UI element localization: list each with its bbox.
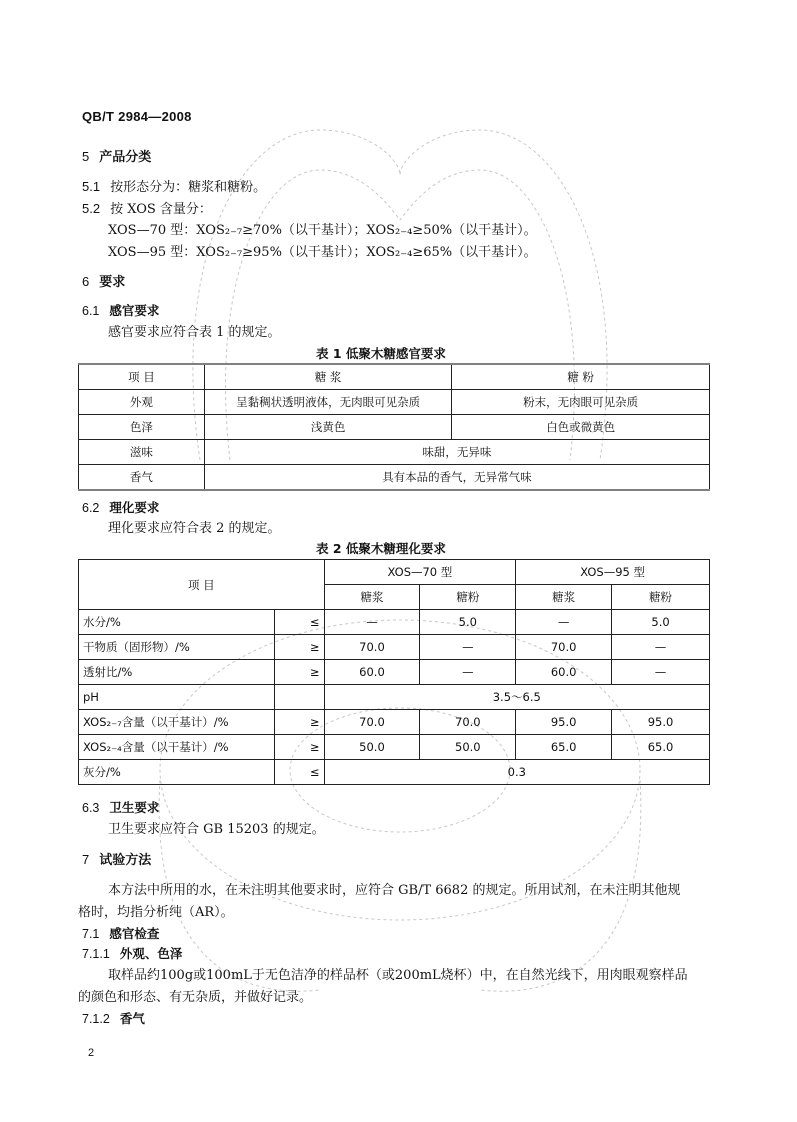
clause-6-1-text: 感官要求应符合表 1 的规定。 (108, 325, 281, 340)
clause-number: 7.1.1 (82, 947, 110, 961)
clause-number: 5.2 (82, 201, 101, 216)
standard-code: QB/T 2984—2008 (82, 109, 192, 124)
value-cell: 70.0 (324, 635, 420, 660)
section-6-heading (82, 275, 125, 289)
value-cell: — (612, 660, 710, 685)
row-symbol: ≥ (274, 660, 324, 685)
row-item: 滋味 (79, 440, 205, 465)
table-row (79, 660, 710, 685)
merged-value: 具有本品的香气，无异常气味 (204, 465, 709, 491)
syrup-value: 呈黏稠状透明液体，无肉眼可见杂质 (204, 390, 452, 415)
clause-6-2-text: 理化要求应符合表 2 的规定。 (108, 521, 281, 536)
row-item: XOS₂₋₇含量（以干基计）/% (79, 710, 275, 735)
row-item: 透射比/% (79, 660, 275, 685)
section-5-heading (82, 150, 151, 164)
xos-70-spec: XOS—70 型：XOS₂₋₇≥70%（以干基计）；XOS₂₋₄≥50%（以干基计）。 (108, 223, 537, 238)
table-row (79, 560, 710, 585)
page-number: 2 (88, 1047, 95, 1059)
header-cell-syrup: 糖 浆 (204, 364, 452, 390)
value-cell: 65.0 (612, 735, 710, 760)
header-cell-syrup: 糖浆 (516, 585, 612, 610)
clause-title: 卫生要求 (109, 800, 160, 815)
clause-5-1 (82, 180, 266, 194)
table-2-caption: 表 2 低聚木糖理化要求 (316, 541, 446, 556)
row-item: 香气 (79, 465, 205, 491)
row-symbol (274, 685, 324, 710)
header-cell-powder: 糖粉 (420, 585, 516, 610)
clause-number: 6.2 (82, 501, 100, 515)
section-number: 5 (82, 149, 90, 164)
value-cell: 65.0 (516, 735, 612, 760)
header-cell-item: 项 目 (79, 560, 325, 610)
value-cell: 50.0 (420, 735, 516, 760)
clause-text: 按形态分为：糖浆和糖粉。 (110, 180, 267, 195)
powder-value: 粉末，无肉眼可见杂质 (452, 390, 710, 415)
header-cell-powder: 糖 粉 (452, 364, 710, 390)
row-item: 水分/% (79, 610, 275, 635)
powder-value: 白色或微黄色 (452, 415, 710, 440)
value-cell: 5.0 (612, 610, 710, 635)
table-1-caption: 表 1 低聚木糖感官要求 (316, 346, 446, 361)
row-symbol: ≤ (274, 760, 324, 785)
table-row (79, 440, 710, 465)
section-title: 试验方法 (99, 853, 152, 868)
row-item: 外观 (79, 390, 205, 415)
table-row (79, 415, 710, 440)
value-cell: 95.0 (612, 710, 710, 735)
table-row (79, 685, 710, 710)
section-number: 7 (82, 852, 90, 867)
row-item: 干物质（固形物）/% (79, 635, 275, 660)
merged-value: 3.5～6.5 (324, 685, 709, 710)
section-7-para-line-1: 本方法中所用的水，在未注明其他要求时，应符合 GB/T 6682 的规定。所用试剂，在未注明其他规 (108, 883, 681, 898)
clause-title: 理化要求 (109, 500, 160, 515)
clause-6-1-heading (82, 305, 159, 318)
value-cell: 70.0 (420, 710, 516, 735)
table-row (79, 610, 710, 635)
row-symbol: ≤ (274, 610, 324, 635)
value-cell: 60.0 (324, 660, 420, 685)
row-symbol: ≥ (274, 635, 324, 660)
clause-title: 香气 (119, 1011, 145, 1026)
merged-value: 0.3 (324, 760, 709, 785)
section-7-heading (82, 853, 151, 867)
value-cell: 70.0 (324, 710, 420, 735)
clause-number: 6.3 (82, 801, 100, 815)
syrup-value: 浅黄色 (204, 415, 452, 440)
value-cell: — (420, 635, 516, 660)
table-row (79, 760, 710, 785)
section-title: 产品分类 (99, 150, 152, 165)
value-cell: — (324, 610, 420, 635)
clause-6-3-text: 卫生要求应符合 GB 15203 的规定。 (108, 822, 325, 837)
table-row (79, 364, 710, 390)
clause-7-1-heading (82, 928, 159, 941)
clause-number: 7.1 (82, 927, 100, 941)
section-title: 要求 (99, 275, 126, 290)
clause-5-2 (82, 202, 212, 216)
clause-title: 感官检查 (109, 926, 160, 941)
table-row (79, 710, 710, 735)
row-item: XOS₂₋₄含量（以干基计）/% (79, 735, 275, 760)
clause-6-3-heading (82, 802, 159, 815)
clause-7-1-1-heading (82, 948, 182, 961)
header-group-xos-70: XOS—70 型 (324, 560, 516, 585)
merged-value: 味甜，无异味 (204, 440, 709, 465)
clause-title: 外观、色泽 (119, 946, 183, 961)
clause-7-1-2-heading (82, 1013, 145, 1026)
clause-text: 按 XOS 含量分： (110, 202, 212, 217)
table-2-physicochemical (78, 559, 710, 785)
clause-title: 感官要求 (109, 303, 160, 318)
clause-7-1-1-line-2: 的颜色和形态、有无杂质，并做好记录。 (78, 990, 313, 1005)
row-symbol: ≥ (274, 735, 324, 760)
value-cell: — (516, 610, 612, 635)
row-item: 灰分/% (79, 760, 275, 785)
value-cell: 60.0 (516, 660, 612, 685)
value-cell: 70.0 (516, 635, 612, 660)
row-item: 色泽 (79, 415, 205, 440)
table-row (79, 465, 710, 491)
table-row (79, 635, 710, 660)
header-group-xos-95: XOS—95 型 (516, 560, 710, 585)
section-number: 6 (82, 274, 90, 289)
table-row (79, 735, 710, 760)
clause-7-1-1-line-1: 取样品约100g或100mL于无色洁净的样品杯（或200mL烧杯）中，在自然光线下，用肉眼观察样品 (108, 968, 688, 983)
header-cell-item: 项 目 (79, 364, 205, 390)
value-cell: 50.0 (324, 735, 420, 760)
value-cell: 5.0 (420, 610, 516, 635)
table-row (79, 390, 710, 415)
value-cell: — (420, 660, 516, 685)
value-cell: — (612, 635, 710, 660)
clause-number: 6.1 (82, 304, 100, 318)
header-cell-powder: 糖粉 (612, 585, 710, 610)
header-cell-syrup: 糖浆 (324, 585, 420, 610)
clause-number: 5.1 (82, 179, 101, 194)
xos-95-spec: XOS—95 型：XOS₂₋₇≥95%（以干基计）；XOS₂₋₄≥65%（以干基计）。 (108, 245, 537, 260)
value-cell: 95.0 (516, 710, 612, 735)
section-7-para-line-2: 格时，均指分析纯（AR）。 (78, 905, 234, 920)
table-1-sensory (78, 363, 710, 491)
clause-6-2-heading (82, 502, 159, 515)
row-symbol: ≥ (274, 710, 324, 735)
clause-number: 7.1.2 (82, 1012, 110, 1026)
row-item: pH (79, 685, 275, 710)
